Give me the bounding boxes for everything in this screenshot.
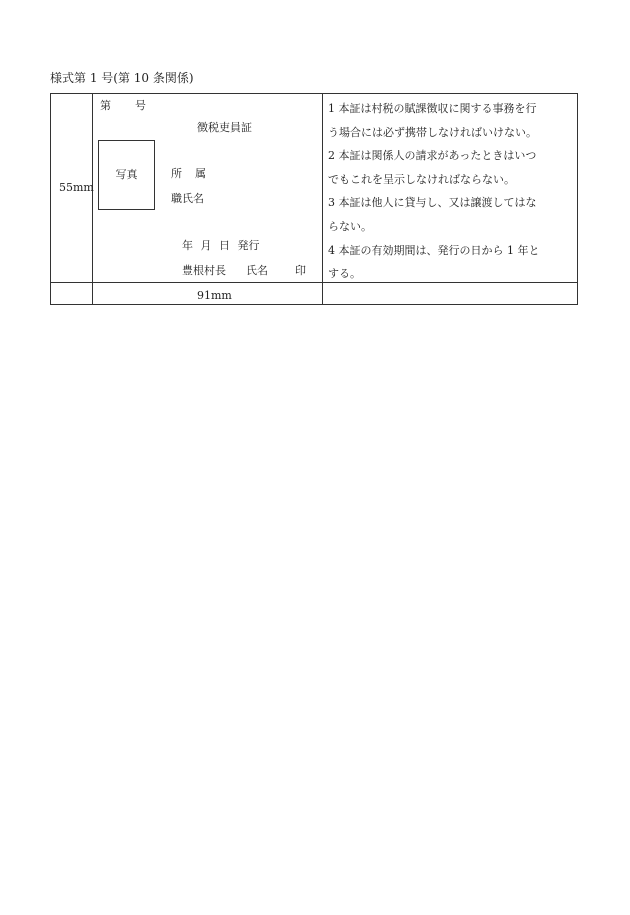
id-card-table	[50, 93, 578, 305]
department-suffix: 属	[195, 167, 206, 180]
column-divider-right	[322, 94, 323, 304]
photo-label: 写真	[115, 168, 138, 181]
number-label: 第	[100, 99, 111, 112]
note-line: でもこれを呈示しなければならない。	[328, 172, 515, 186]
note-line: 2 本証は関係人の請求があったときはいつ	[328, 149, 537, 163]
photo-box	[98, 140, 155, 210]
note-line: う場合には必ず携帯しなければいけない。	[328, 125, 537, 139]
seal-mark: 印	[295, 264, 306, 277]
note-line: らない。	[328, 219, 372, 233]
issue-date: 年 月 日 発行	[182, 239, 260, 252]
department-label: 所	[171, 167, 182, 180]
form-title: 様式第 1 号(第 10 条関係)	[50, 71, 194, 85]
column-divider-left	[92, 94, 93, 304]
note-line: 4 本証の有効期間は、発行の日から 1 年と	[328, 243, 540, 257]
note-line: 3 本証は他人に貸与し、又は譲渡してはな	[328, 196, 537, 210]
number-suffix: 号	[135, 99, 146, 112]
card-title: 徴税吏員証	[197, 121, 252, 134]
position-name-label: 職氏名	[171, 192, 204, 205]
issuer: 豊根村長	[182, 264, 226, 277]
height-dimension-label: 55mm	[59, 181, 94, 194]
issuer-name-label: 氏名	[246, 264, 268, 277]
notes	[328, 97, 576, 286]
note-line: する。	[328, 267, 361, 281]
width-dimension-label: 91mm	[197, 289, 232, 302]
note-line: 1 本証は村税の賦課徴収に関する事務を行	[328, 102, 537, 115]
